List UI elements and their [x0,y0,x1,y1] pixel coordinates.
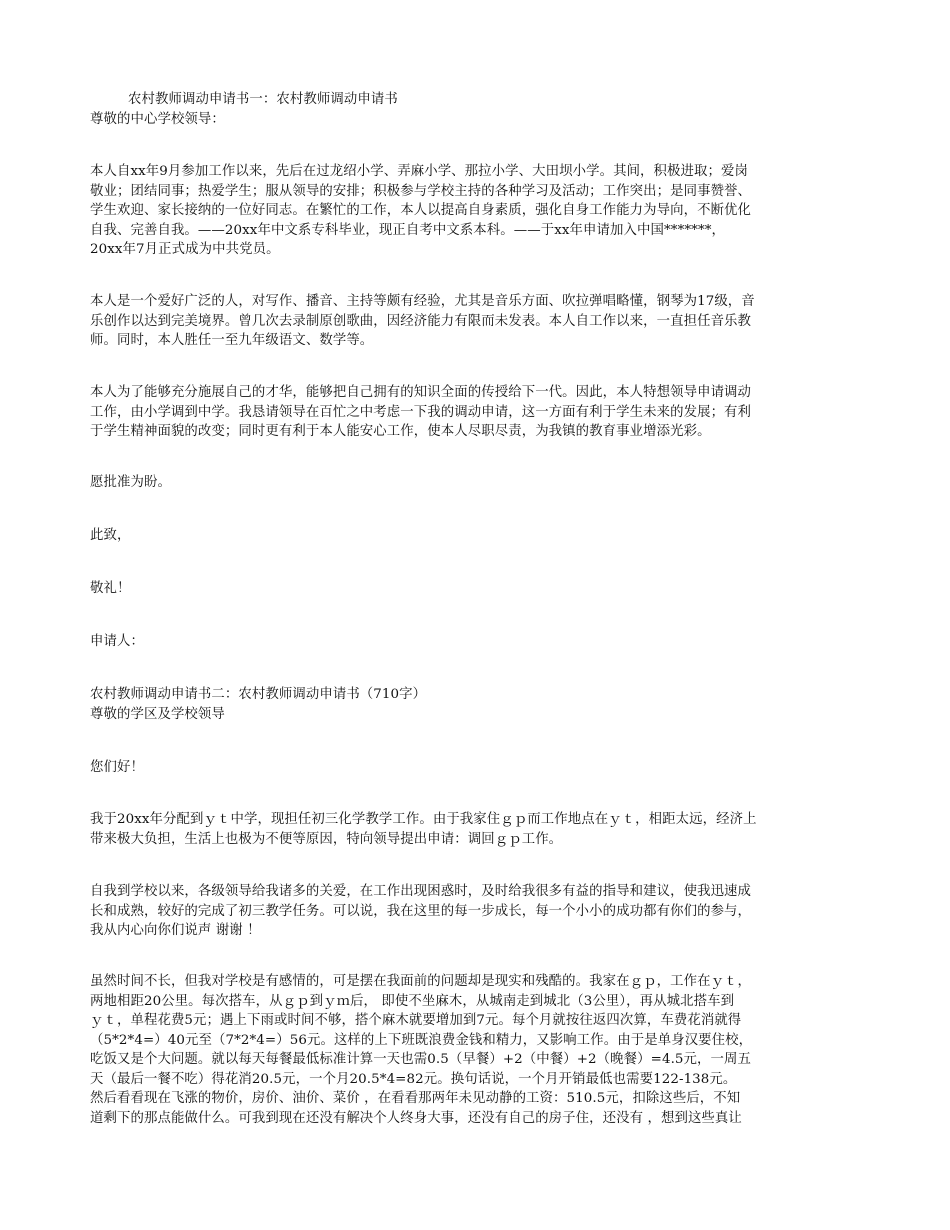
text-line: 乐创作以达到完美境界。曾几次去录制原创歌曲，因经济能力有限而未发表。本人自工作以来，一直担任音乐教 [90,313,752,329]
letter2-title: 农村教师调动申请书二：农村教师调动申请书（710字） [90,687,427,702]
text-line: 两地相距20公里。每次搭车，从ｇｐ到ｙｍ后， 即使不坐麻木，从城南走到城北（3公里），再从城北搭车到 [90,993,735,1009]
text-line: 学生欢迎、家长接纳的一位好同志。在繁忙的工作，本人以提高自身素质，强化自身工作能力为导向，不断优化 [90,203,752,218]
text-line: 本人为了能够充分施展自己的才华，能够把自己拥有的知识全面的传授给下一代。因此，本人特想领导申请调动 [90,385,752,400]
text-line: 自我、完善自我。——20xx年中文系专科毕业，现正自考中文系本科。——于xx年申请加入中国*******， [90,222,726,238]
letter2-paragraph-3 [90,972,865,1128]
letter2-greeting: 您们好！ [90,760,144,775]
text-line: 于学生精神面貌的改变；同时更有利于本人能安心工作，使本人尽职尽责，为我镇的教育事业增添光彩。 [90,424,711,439]
letter1-paragraph-1 [90,162,865,260]
text-line: 本人自xx年9月参加工作以来，先后在过龙绍小学、弄麻小学、那拉小学、大田坝小学。其间，积极进取；爱岗 [90,164,748,179]
text-line: 20xx年7月正式成为中共党员。 [90,242,280,257]
approval-line: 愿批准为盼。 [90,475,171,490]
text-line: 长和成熟，较好的完成了初三教学任务。可以说，我在这里的每一步成长，每一个小小的成功都有你们的参与， [90,903,752,919]
salute-line: 敬礼！ [90,581,131,596]
text-line: 我从内心向你们说声 谢谢 ！ [90,923,261,938]
text-line: 本人是一个爱好广泛的人，对写作、播音、主持等颇有经验，尤其是音乐方面、吹拉弹唱略懂，钢琴为17级，音 [90,294,755,309]
text-line: 带来极大负担，生活上也极为不便等原因，特向领导提出申请：调回ｇｐ工作。 [90,831,563,847]
text-line: 我于20xx年分配到ｙｔ中学，现担任初三化学教学工作。由于我家住ｇｐ而工作地点在ｙｔ，相距太远，经济上 [90,812,757,827]
letter1-salutation: 尊敬的中心学校领导： [90,112,225,127]
text-line: 道剩下的那点能做什么。可我到现在还没有解决个人终身大事，还没有自己的房子住，还没有 ，想到这些真让 [90,1110,742,1126]
letter1-paragraph-2 [90,292,865,351]
applicant-line: 申请人： [90,634,144,649]
text-line: 自我到学校以来，各级领导给我诸多的关爱，在工作出现困惑时，及时给我很多有益的指导和建议，使我迅速成 [90,884,752,899]
text-line: （5*2*4=）40元至（7*2*4=）56元。这样的上下班既浪费金钱和精力，又影响工作。由于是单身汉要住校， [90,1032,753,1048]
text-line: 然后看看现在飞涨的物价，房价、油价、菜价 ，在看看那两年未见动静的工资：510.5元，扣除这些后，不知 [90,1091,741,1106]
text-line: 天（最后一餐不吃）得花消20.5元，一个月20.5*4=82元。换句话说，一个月开销最低也需要122-138元。 [90,1071,737,1087]
text-line: 工作，由小学调到中学。我恳请领导在百忙之中考虑一下我的调动申请，这一方面有利于学生未来的发展；有利 [90,404,752,420]
text-line: 师。同时，本人胜任一至九年级语文、数学等。 [90,333,374,348]
text-line: 虽然时间不长，但我对学校是有感情的，可是摆在我面前的问题却是现实和残酷的。我家在ｇｐ，工作在ｙｔ， [90,974,752,989]
closing-line: 此致， [90,528,131,543]
letter2-paragraph-2 [90,882,865,941]
letter2-paragraph-1 [90,810,865,849]
text-line: ｙｔ，单程花费5元；遇上下雨或时间不够，搭个麻木就要增加到7元。每个月就按往返四次算，车费花消就得 [90,1013,742,1028]
text-line: 吃饭又是个大问题。就以每天每餐最低标准计算一天也需0.5（早餐）+2（中餐）+2（晚餐）=4.5元，一周五 [90,1052,751,1067]
letter2-salutation: 尊敬的学区及学校领导 [90,707,225,722]
text-line: 敬业；团结同事；热爱学生；服从领导的安排；积极参与学校主持的各种学习及活动；工作突出；是同事赞誉、 [90,183,752,199]
letter1-title: 农村教师调动申请书一：农村教师调动申请书 [128,92,398,107]
letter1-paragraph-3 [90,383,865,442]
